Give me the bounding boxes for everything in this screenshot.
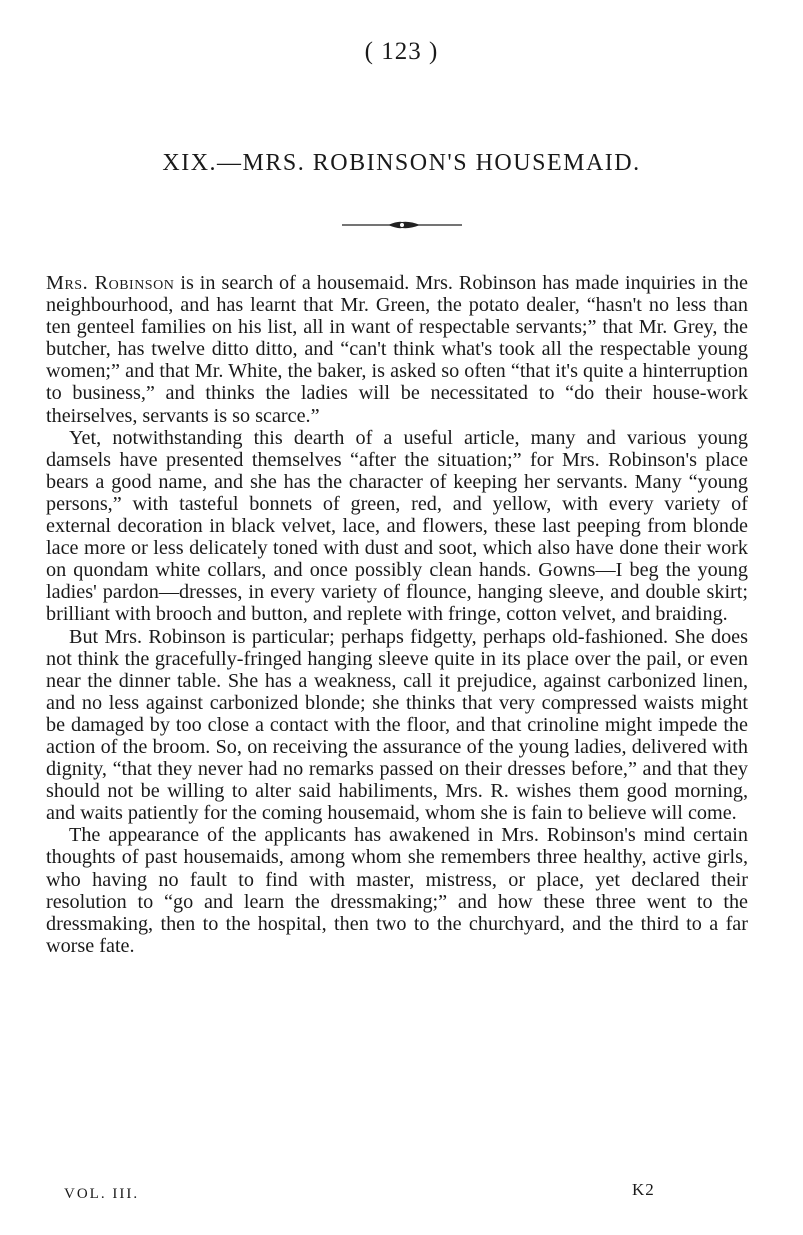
paragraph-1-lead: Mrs. Robinson [46,272,175,294]
paragraph-1-text: is in search of a housemaid. Mrs. Robinson has made inquiries in the neighbourhood, and has learnt that Mr. Green, the potato dealer, “hasn't no less than ten genteel families on his list, all in want of respectable servants;” that Mr. Grey, the butcher, has twelve ditto ditto, and “can't think what's took all the respectable young women;” and that Mr. White, the baker, is asked so often “that it's quite a hinterruption to business,” and thinks the ladies will be necessitated to “do their house-work theirselves, servants is so scarce.” [46,272,748,427]
paragraph-3: But Mrs. Robinson is particular; perhaps fidgetty, perhaps old-fashioned. She does not think the gracefully-fringed hanging sleeve quite in its place over the pail, or even near the dinner table. She has a weakness, call it prejudice, against carbonized linen, and no less against carbonized blonde; she thinks that very compressed waists might be damaged by too close a contact with the floor, and that crinoline might impede the action of the broom. So, on receiving the assurance of the young ladies, delivered with dignity, “that they never had no remarks passed on their dresses before,” and that they should not be willing to alter said habiliments, Mrs. R. wishes them good morning, and waits patiently for the coming housemaid, whom she is fain to believe will come. [46,625,748,825]
paragraph-1 [46,272,748,427]
chapter-title: XIX.—MRS. ROBINSON'S HOUSEMAID. [162,150,641,176]
paragraph-2: Yet, notwithstanding this dearth of a useful article, many and various young damsels have presented themselves “after the situation;” for Mrs. Robinson's place bears a good name, and she has the character of keeping her servants. Many “young persons,” with tasteful bonnets of green, red, and yellow, with every variety of external decoration in black velvet, lace, and flowers, these last peeping from blonde lace more or less delicately toned with dust and soot, which also have done their work on quondam white collars, and once possibly clean hands. Gowns—I beg the young ladies' pardon—dresses, in every variety of flounce, hanging sleeve, and double skirt; brilliant with brooch and button, and replete with fringe, cotton velvet, and braiding. [46,426,748,626]
signature-mark: K2 [632,1180,655,1199]
page-number: ( 123 ) [364,38,439,65]
body-text [46,272,748,957]
volume-marker: VOL. III. [64,1186,140,1202]
paragraph-4: The appearance of the applicants has awakened in Mrs. Robinson's mind certain thoughts of past housemaids, among whom she remembers three healthy, active girls, who having no fault to find with master, mistress, or place, yet declared their resolution to “go and learn the dressmaking;” and how these three went to the dressmaking, then to the hospital, then two to the churchyard, and the third to a far worse fate. [46,824,748,957]
rule-with-diamond-ornament-icon [340,216,464,234]
